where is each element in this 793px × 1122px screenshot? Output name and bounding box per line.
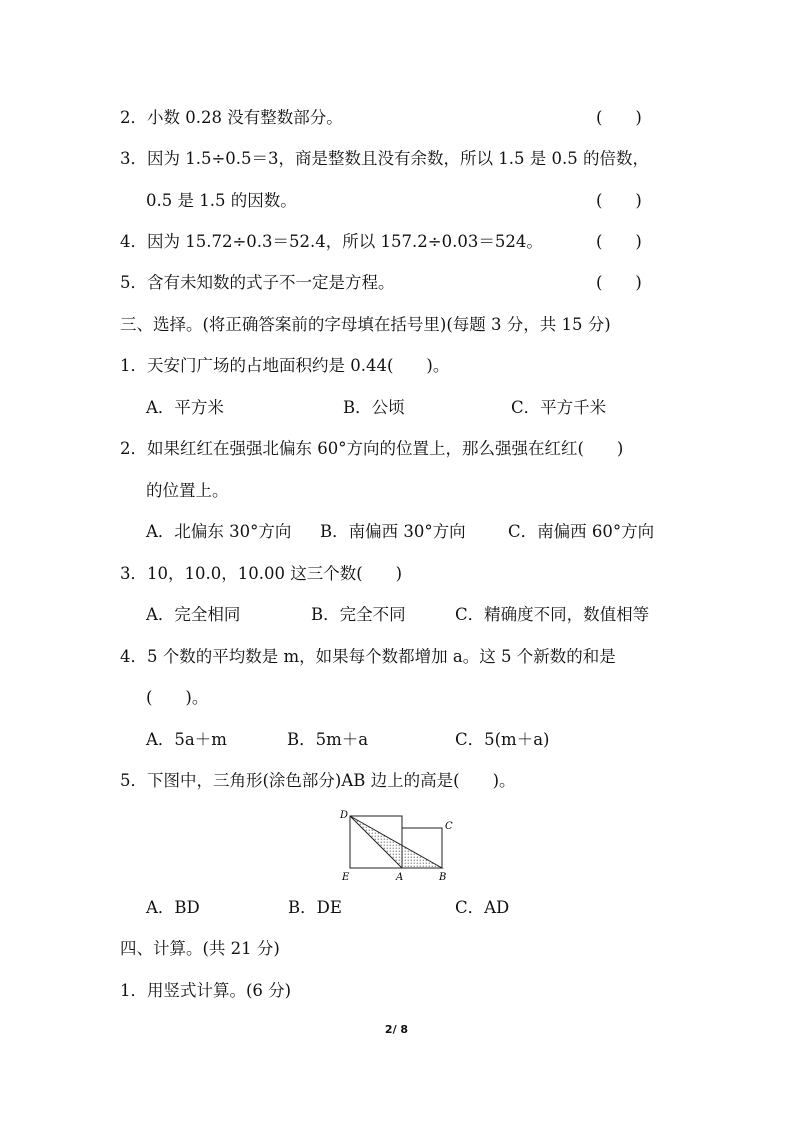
option-c[interactable]: C．南偏西 60°方向	[508, 522, 655, 541]
judge-question-2: 2．小数 0.28 没有整数部分。	[120, 108, 343, 127]
judge-question-3-cont: 0.5 是 1.5 的因数。	[146, 191, 297, 210]
choice-question-5: 5．下图中，三角形(涂色部分)AB 边上的高是( )。	[120, 771, 516, 790]
option-c[interactable]: C．5(m＋a)	[455, 730, 550, 749]
option-b[interactable]: B．完全不同	[311, 605, 406, 624]
judge-question-4: 4．因为 15.72÷0.3＝52.4，所以 157.2÷0.03＝524。	[120, 232, 543, 251]
choice-question-1: 1．天安门广场的占地面积约是 0.44( )。	[120, 356, 450, 375]
judge-question-5: 5．含有未知数的式子不一定是方程。	[120, 273, 395, 292]
choice-question-4-cont: ( )。	[146, 688, 209, 707]
option-c[interactable]: C．AD	[455, 898, 510, 917]
calc-question-1: 1．用竖式计算。(6 分)	[120, 981, 292, 1000]
option-b[interactable]: B．公顷	[343, 398, 405, 417]
section-heading-choice: 三、选择。(将正确答案前的字母填在括号里)(每题 3 分，共 15 分)	[120, 315, 611, 334]
triangle-figure	[338, 808, 468, 884]
option-a[interactable]: A．平方米	[146, 398, 224, 417]
answer-paren[interactable]: ( )	[596, 108, 642, 127]
option-c[interactable]: C．精确度不同，数值相等	[455, 605, 650, 624]
answer-paren[interactable]: ( )	[596, 232, 642, 251]
option-b[interactable]: B．5m＋a	[287, 730, 369, 749]
section-heading-calc: 四、计算。(共 21 分)	[120, 939, 280, 958]
judge-question-3: 3．因为 1.5÷0.5＝3，商是整数且没有余数，所以 1.5 是 0.5 的倍数，	[120, 149, 650, 168]
option-c[interactable]: C．平方千米	[511, 398, 607, 417]
answer-paren[interactable]: ( )	[596, 273, 642, 292]
option-a[interactable]: A．北偏东 30°方向	[146, 522, 292, 541]
label-e: E	[342, 872, 350, 883]
label-a: A	[396, 872, 404, 883]
page-number: 2/ 8	[384, 1023, 409, 1036]
shaded-triangle	[350, 816, 442, 868]
choice-question-2: 2．如果红红在强强北偏东 60°方向的位置上，那么强强在红红( )	[120, 439, 624, 458]
option-a[interactable]: A．5a＋m	[146, 730, 227, 749]
option-a[interactable]: A．BD	[146, 898, 200, 917]
label-c: C	[445, 821, 453, 832]
answer-paren[interactable]: ( )	[596, 191, 642, 210]
option-a[interactable]: A．完全相同	[146, 605, 241, 624]
option-b[interactable]: B．DE	[288, 898, 342, 917]
option-b[interactable]: B．南偏西 30°方向	[320, 522, 466, 541]
choice-question-3: 3．10，10.0，10.00 这三个数( )	[120, 564, 403, 583]
choice-question-2-cont: 的位置上。	[146, 481, 229, 500]
label-b: B	[439, 872, 447, 883]
choice-question-4: 4．5 个数的平均数是 m，如果每个数都增加 a。这 5 个新数的和是	[120, 647, 616, 666]
label-d: D	[340, 810, 349, 821]
